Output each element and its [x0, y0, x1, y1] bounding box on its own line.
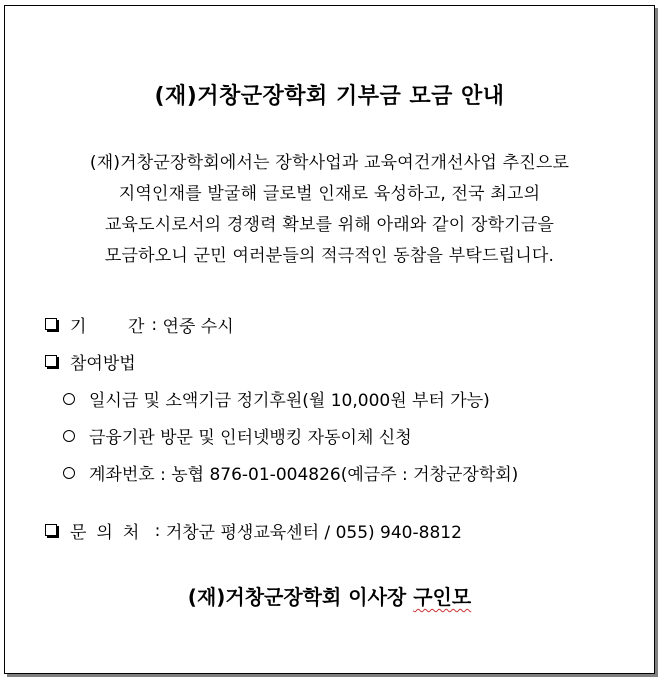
method-item [63, 423, 412, 448]
method-item [63, 386, 490, 411]
square-bullet-icon [45, 318, 57, 330]
notice-frame [4, 5, 655, 674]
period-label-first: 기 [70, 317, 87, 337]
method-row [45, 349, 136, 374]
method-label: 참여방법 [70, 354, 136, 374]
period-label [70, 312, 146, 337]
notice-intro [5, 148, 654, 272]
intro-line: 교육도시로서의 경쟁력 확보를 위해 아래와 같이 장학기금을 [104, 215, 555, 235]
notice-title: (재)거창군장학회 기부금 모금 안내 [154, 84, 505, 109]
square-bullet-icon [45, 524, 57, 536]
method-item [63, 460, 518, 485]
contact-value: 거창군 평생교육센터 / 055) 940-8812 [165, 523, 462, 543]
circle-bullet-icon [63, 467, 75, 479]
signature-name: 구인모 [413, 585, 472, 609]
method-item-text: 금융기관 방문 및 인터넷뱅킹 자동이체 신청 [89, 428, 412, 448]
intro-line: 모금하오니 군민 여러분들의 적극적인 동참을 부탁드립니다. [104, 246, 555, 266]
intro-line: (재)거창군장학회에서는 장학사업과 교육여건개선사업 추진으로 [89, 153, 570, 173]
intro-line: 지역인재를 발굴해 글로벌 인재로 육성하고, 전국 최고의 [118, 184, 541, 204]
contact-label: 문의처 [70, 523, 150, 543]
contact-separator: : [149, 520, 166, 541]
contact-row [45, 518, 462, 543]
square-bullet-icon [45, 355, 57, 367]
period-row [45, 312, 234, 337]
signature-prefix: (재)거창군장학회 이사장 [187, 585, 414, 609]
signature [5, 581, 654, 610]
period-value: 연중 수시 [162, 317, 234, 337]
period-label-second: 간 [128, 317, 145, 337]
method-item-text: 계좌번호 : 농협 876-01-004826(예금주 : 거창군장학회) [89, 465, 519, 485]
circle-bullet-icon [63, 430, 75, 442]
circle-bullet-icon [63, 393, 75, 405]
period-separator: : [146, 314, 163, 335]
method-item-text: 일시금 및 소액기금 정기후원(월 10,000원 부터 가능) [89, 391, 490, 411]
